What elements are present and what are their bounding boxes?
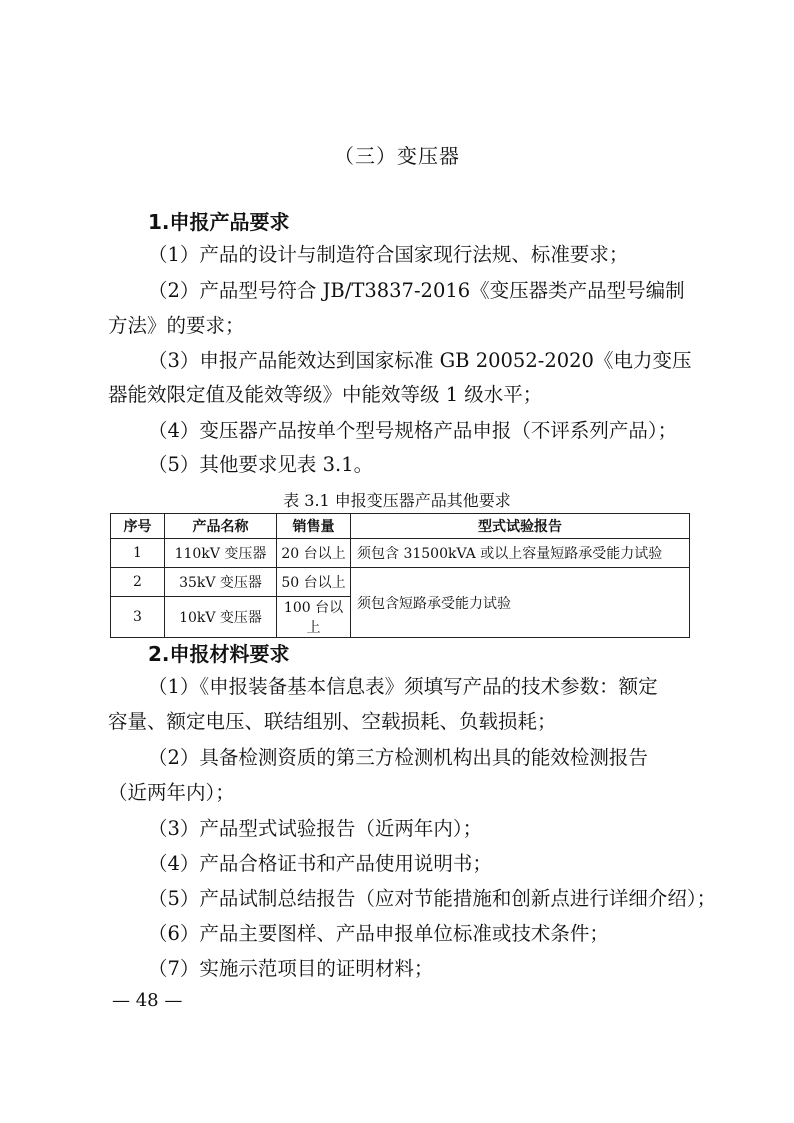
req-line-2: （2）产品型号符合 JB/T3837-2016《变压器类产品型号编制 — [148, 279, 685, 302]
mat-line-6: （6）产品主要图样、产品申报单位标准或技术条件； — [148, 922, 609, 945]
req-line-1: （1）产品的设计与制造符合国家现行法规、标准要求； — [148, 243, 629, 266]
mat-line-5: （5）产品试制总结报告（应对节能措施和创新点进行详细介绍）； — [148, 887, 717, 910]
page-number: — 48 — — [112, 990, 183, 1011]
table-row — [111, 539, 690, 568]
cell-sales: 20 台以上 — [277, 539, 351, 568]
header-product-name: 产品名称 — [165, 514, 277, 539]
table-caption: 表 3.1 申报变压器产品其他要求 — [283, 491, 511, 510]
table-header-row — [111, 514, 690, 539]
requirements-table — [110, 513, 690, 638]
mat-line-3: （3）产品型式试验报告（近两年内）； — [148, 817, 483, 840]
header-sales: 销售量 — [277, 514, 351, 539]
cell-sales: 50 台以上 — [277, 568, 351, 597]
mat-line-1-cont: 容量、额定电压、联结组别、空载损耗、负载损耗； — [108, 710, 557, 733]
req-line-4: （4）变压器产品按单个型号规格产品申报（不评系列产品）； — [148, 419, 678, 442]
req-line-5: （5）其他要求见表 3.1。 — [148, 453, 374, 476]
cell-product-name: 110kV 变压器 — [165, 539, 277, 568]
mat-line-1: （1）《申报装备基本信息表》须填写产品的技术参数：额定 — [148, 675, 658, 698]
req-line-3-cont: 器能效限定值及能效等级》中能效等级 1 级水平； — [108, 383, 543, 406]
section-title: （三）变压器 — [334, 144, 460, 168]
mat-line-2-cont: （近两年内）； — [108, 781, 235, 804]
cell-no: 3 — [111, 597, 165, 638]
cell-report: 须包含短路承受能力试验 — [351, 568, 690, 638]
req-line-3: （3）申报产品能效达到国家标准 GB 20052-2020《电力变压 — [148, 349, 692, 372]
header-type-test-report: 型式试验报告 — [351, 514, 690, 539]
cell-no: 2 — [111, 568, 165, 597]
cell-product-name: 10kV 变压器 — [165, 597, 277, 638]
cell-sales: 100 台以上 — [277, 597, 351, 638]
cell-report: 须包含 31500kVA 或以上容量短路承受能力试验 — [351, 539, 690, 568]
cell-product-name: 35kV 变压器 — [165, 568, 277, 597]
req-line-2-cont: 方法》的要求； — [108, 314, 245, 337]
mat-line-7: （7）实施示范项目的证明材料； — [148, 957, 434, 980]
heading-material-requirements: 2.申报材料要求 — [148, 642, 290, 666]
cell-no: 1 — [111, 539, 165, 568]
heading-product-requirements: 1.申报产品要求 — [148, 210, 290, 234]
table-row — [111, 568, 690, 597]
mat-line-2: （2）具备检测资质的第三方检测机构出具的能效检测报告 — [148, 746, 648, 769]
mat-line-4: （4）产品合格证书和产品使用说明书； — [148, 852, 492, 875]
header-no: 序号 — [111, 514, 165, 539]
